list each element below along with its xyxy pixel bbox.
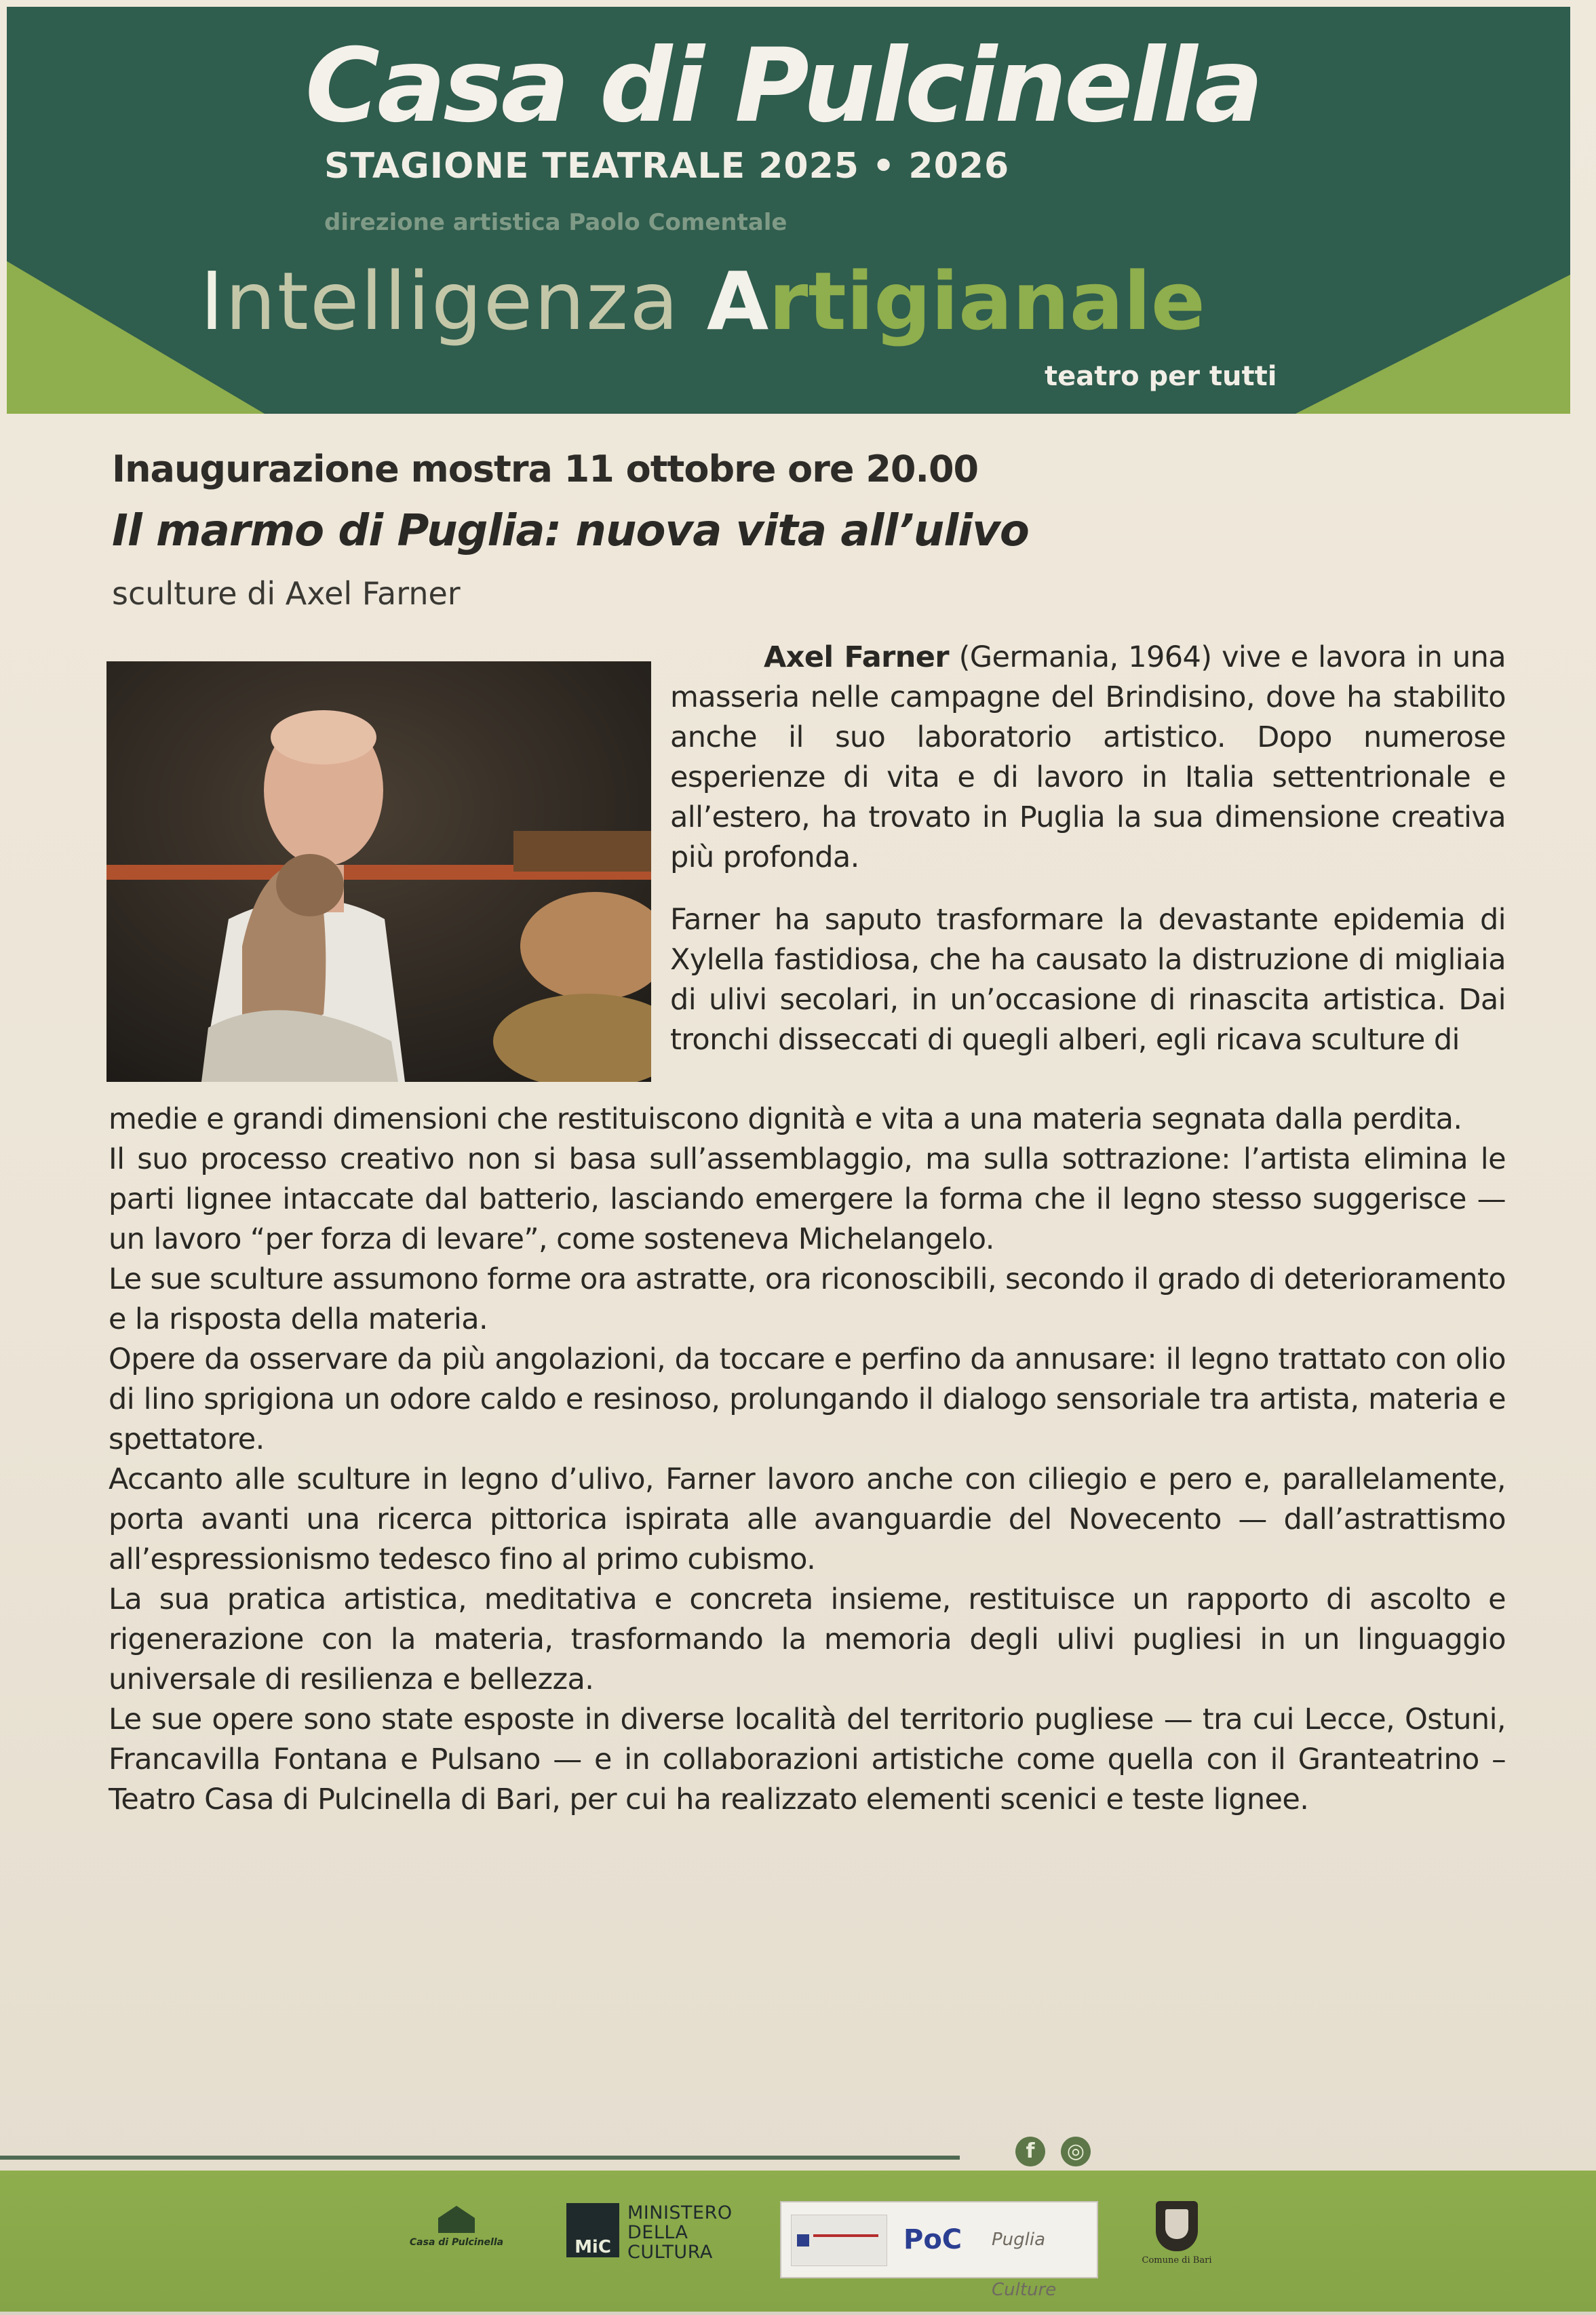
- regione-puglia-logo: [791, 2215, 887, 2266]
- theme-word-2: Artigianale: [706, 254, 1205, 348]
- instagram-icon[interactable]: ◎: [1061, 2137, 1091, 2166]
- house-icon: [438, 2206, 475, 2233]
- exhibit-byline: sculture di Axel Farner: [112, 575, 461, 612]
- facebook-icon[interactable]: f: [1015, 2137, 1045, 2166]
- poc-logo: PoC: [903, 2224, 962, 2255]
- mic-emblem-icon: MiC: [566, 2203, 619, 2257]
- comune-di-bari-logo: Comune di Bari: [1140, 2201, 1214, 2265]
- bio-paragraph-2-top: Farner ha saputo trasformare la devastante epidemia di Xylella fastidiosa, che ha causato la distruzione di migliaia di ulivi secolari, in un’occasione di rinascita artistica. Dai tronchi disseccati di quegli alberi, egli ricava sculture di: [670, 903, 1506, 1057]
- puglia-culture-logo: Puglia Culture: [992, 2230, 1057, 2300]
- header-banner: [7, 7, 1570, 414]
- season-label: STAGIONE TEATRALE 2025 • 2026: [324, 146, 1010, 187]
- city-crest-icon: [1156, 2201, 1198, 2251]
- exhibit-title: Il marmo di Puglia: nuova vita all’ulivo: [112, 506, 1029, 556]
- casa-di-pulcinella-logo: Casa di Pulcinella: [406, 2206, 507, 2248]
- inauguration-date: Inaugurazione mostra 11 ottobre ore 20.00: [112, 448, 979, 490]
- season-theme: [200, 254, 1205, 348]
- artist-name: Axel Farner: [764, 640, 949, 674]
- bio-paragraph-7: La sua pratica artistica, meditativa e concreta insieme, restituisce un rapporto di ascolto e rigenerazione con la materia, trasformando la memoria degli ulivi pugliesi in un linguaggio universale di resilienza e bellezza.: [109, 1582, 1506, 1696]
- bio-paragraph-8: Le sue opere sono state esposte in diverse località del territorio pugliese — tra cui Lecce, Ostuni, Francavilla Fontana e Pulsano — e in collaborazioni artistiche come quella con il Granteatrino – Teatro Casa di Pulcinella di Bari, per cui ha realizzato elementi scenici e teste lignee.: [109, 1703, 1506, 1816]
- regional-logos-strip: [780, 2201, 1098, 2300]
- bio-paragraph-6: Accanto alle sculture in legno d’ulivo, Farner lavoro anche con ciliegio e pero e, parallelamente, porta avanti una ricerca pittorica ispirata alle avanguardie del Novecento — dall’astrattismo all’espressionismo tedesco fino al primo cubismo.: [109, 1462, 1506, 1576]
- bio-body: [109, 1100, 1506, 1820]
- theme-word-1: Intelligenza: [200, 254, 707, 348]
- bio-paragraph-3: Il suo processo creativo non si basa sull’assemblaggio, ma sulla sottrazione: l’artista elimina le parti lignee intaccate dal batterio, lasciando emergere la forma che il legno stesso suggerisce — un lavoro “per forza di levare”, come sosteneva Michelangelo.: [109, 1142, 1506, 1256]
- bio-paragraph-2-end: medie e grandi dimensioni che restituiscono dignità e vita a una materia segnata dalla perdita.: [109, 1102, 1462, 1136]
- ministero-cultura-logo: MiC MINISTERO DELLA CULTURA: [566, 2203, 743, 2271]
- footer-rule: [0, 2156, 960, 2160]
- theatre-name: Casa di Pulcinella: [305, 27, 1261, 145]
- bio-paragraph-1: Axel Farner (Germania, 1964) vive e lavora in una masseria nelle campagne del Brindisino, dove ha stabilito anche il suo laboratorio artistico. Dopo numerose esperienze di vita e di lavoro in Italia settentrionale e all’estero, ha trovato in Puglia la sua dimensione creativa più profonda.: [670, 640, 1506, 874]
- artistic-direction: direzione artistica Paolo Comentale: [324, 209, 787, 236]
- artist-photo: [106, 661, 651, 1082]
- theme-subtitle: teatro per tutti: [1045, 361, 1277, 392]
- bio-paragraph-5: Opere da osservare da più angolazioni, da toccare e perfino da annusare: il legno trattato con olio di lino sprigiona un odore caldo e resinoso, prolungando il dialogo sensoriale tra artista, materia e spettatore.: [109, 1342, 1506, 1456]
- bio-paragraph-4: Le sue sculture assumono forme ora astratte, ora riconoscibili, secondo il grado di deterioramento e la risposta della materia.: [109, 1262, 1506, 1336]
